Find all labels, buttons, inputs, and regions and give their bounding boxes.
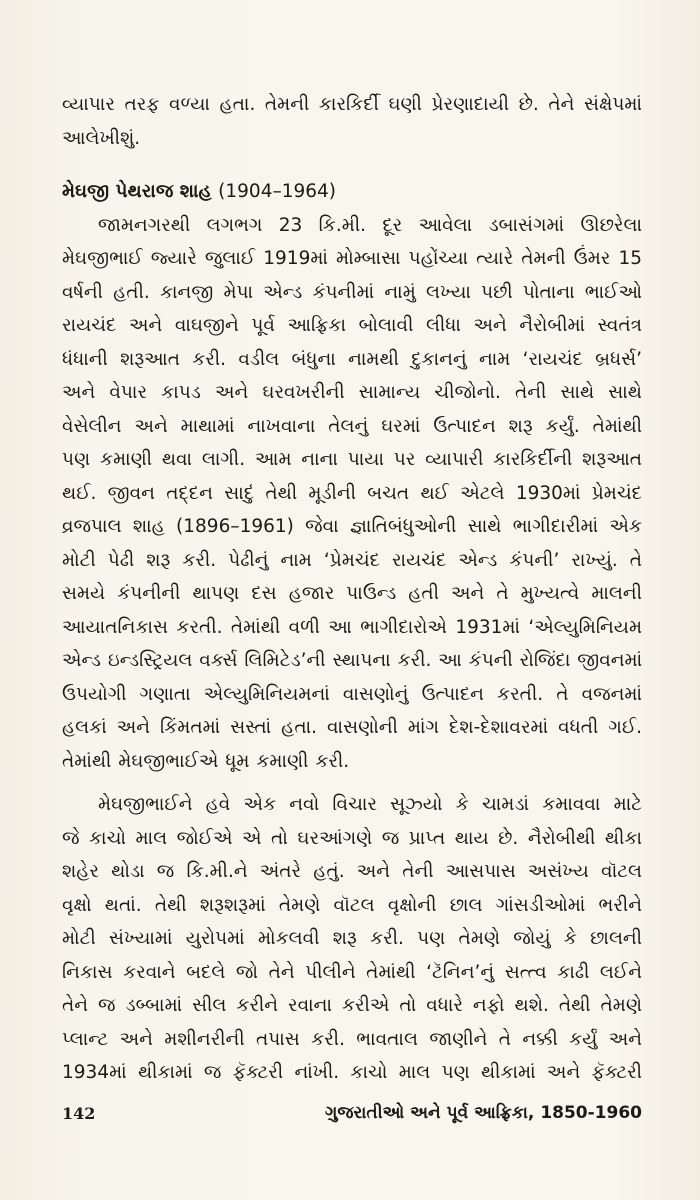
text-line: સમયે કંપનીની થાપણ દસ હજાર પાઉન્ડ હતી અને તે મુખ્યત્વે માલની xyxy=(62,583,642,604)
text-line: વેસેલીન અને માથામાં નાખવાના તેલનું ઘરમાં ઉત્પાદન શરૂ કર્યું. તેમાંથી xyxy=(62,415,642,437)
text-line: તેને જ ડબ્બામાં સીલ કરીને રવાના કરીએ તો વધારે નફો થશે. તેથી તેમણે xyxy=(62,995,642,1016)
section-heading-years: (1904–1964) xyxy=(218,181,337,202)
text-line: વૃક્ષો થતાં. તેથી શરૂશરૂમાં તેમણે વૉટલ વૃક્ષોની છાલ ગાંસડીઓમાં ભરીને xyxy=(62,894,642,916)
text-line: 1934માં થીકામાં જ ફૅક્ટરી નાંખી. કાચો માલ પણ થીકામાં અને ફૅક્ટરી xyxy=(62,1062,642,1083)
body-paragraph-2 xyxy=(62,788,642,1090)
text-line: પ્લાન્ટ અને મશીનરીની તપાસ કરી. ભાવતાલ જાણીને તે નક્કી કર્યું અને xyxy=(62,1028,642,1050)
text-line: હલકાં અને કિંમતમાં સસ્તાં હતા. વાસણોની માંગ દેશ-દેશાવરમાં વધતી ગઈ. xyxy=(62,717,642,738)
section-heading xyxy=(62,175,642,209)
text-line: ઉપયોગી ગણાતા એલ્યુમિનિયમનાં વાસણોનું ઉત્પાદન કરતી. તે વજનમાં xyxy=(62,683,642,705)
text-line: વ્યાપાર તરફ વળ્યા હતા. તેમની કારકિર્દી ઘણી પ્રેરણાદાયી છે. તેને સંક્ષેપમાં xyxy=(62,94,642,115)
text-line: પણ કમાણી થવા લાગી. આમ નાના પાયા પર વ્યાપારી કારકિર્દીની શરૂઆત xyxy=(62,449,642,470)
running-book-title: ગુજરાતીઓ અને પૂર્વ આફ્રિકા, 1850-1960 xyxy=(324,1103,642,1123)
text-line: આયાતનિકાસ કરતી. તેમાંથી વળી આ ભાગીદારોએ 1931માં ‘એલ્યુમિનિયમ xyxy=(62,616,642,638)
text-line: જામનગરથી લગભગ 23 કિ.મી. દૂર આવેલા ડબાસંગમાં ઊછરેલા xyxy=(98,214,642,236)
body-paragraph-1 xyxy=(62,209,642,779)
text-line: એન્ડ ઇન્ડસ્ટ્રિયલ વર્ક્સ લિમિટેડ’ની સ્થાપના કરી. આ કંપની રોજિંદા જીવનમાં xyxy=(62,650,642,671)
text-line: નિકાસ કરવાને બદલે જો તેને પીલીને તેમાંથી ‘ટૅનિન’નું સત્ત્વ કાઢી લઈને xyxy=(62,961,642,983)
text-line: શહેર થોડા જ કિ.મી.ને અંતરે હતું. અને તેની આસપાસ અસંખ્ય વૉટલ xyxy=(62,861,642,882)
paragraph-gap xyxy=(62,778,642,788)
text-line: વર્ષની હતી. કાનજી મેપા એન્ડ કંપનીમાં નામું લખ્યા પછી પોતાના ભાઈઓ xyxy=(62,281,642,303)
text-line: જે કાચો માલ જોઈએ એ તો ઘરઆંગણે જ પ્રાપ્ત થાય છે. નૈરોબીથી થીકા xyxy=(62,827,642,849)
text-line: અને વેપાર કાપડ અને ઘરવખરીની સામાન્ય ચીજોનો. તેની સાથે સાથે xyxy=(62,382,642,403)
section-heading-name: મેઘજી પેથરાજ શાહ xyxy=(62,181,212,202)
text-line: થઈ. જીવન તદ્દન સાદું તેથી મૂડીની બચત થઈ એટલે 1930માં પ્રેમચંદ xyxy=(62,482,642,504)
intro-paragraph xyxy=(62,88,642,155)
text-line: મેઘજીભાઈને હવે એક નવો વિચાર સૂઝ્યો કે ચામડાં કમાવવા માટે xyxy=(98,794,642,815)
text-line: વ્રજપાલ શાહ (1896–1961) જેવા જ્ઞાતિબંધુઓની સાથે ભાગીદારીમાં એક xyxy=(62,516,642,537)
text-line: તેમાંથી મેઘજીભાઈએ ધૂમ કમાણી કરી. xyxy=(62,750,350,772)
text-line: મેઘજીભાઈ જ્યારે જુલાઈ 1919માં મોમ્બાસા પહોંચ્યા ત્યારે તેમની ઉંમર 15 xyxy=(62,248,642,269)
text-line: મોટી પેઢી શરૂ કરી. પેઢીનું નામ ‘પ્રેમચંદ રાયચંદ એન્ડ કંપની’ રાખ્યું. તે xyxy=(62,549,642,571)
page-body xyxy=(62,88,642,1090)
text-line: રાયચંદ અને વાઘજીને પૂર્વ આફ્રિકા બોલાવી લીધા અને નૈરોબીમાં સ્વતંત્ર xyxy=(62,315,642,336)
text-line: આલેખીશું. xyxy=(62,127,141,149)
text-line: મોટી સંખ્યામાં યુરોપમાં મોકલવી શરૂ કરી. પણ તેમણે જોયું કે છાલની xyxy=(62,928,642,949)
page-footer xyxy=(62,1098,642,1128)
text-line: ધંધાની શરૂઆત કરી. વડીલ બંધુના નામથી દુકાનનું નામ ‘રાયચંદ બ્રધર્સ’ xyxy=(62,348,642,370)
page-number: 142 xyxy=(62,1103,96,1123)
